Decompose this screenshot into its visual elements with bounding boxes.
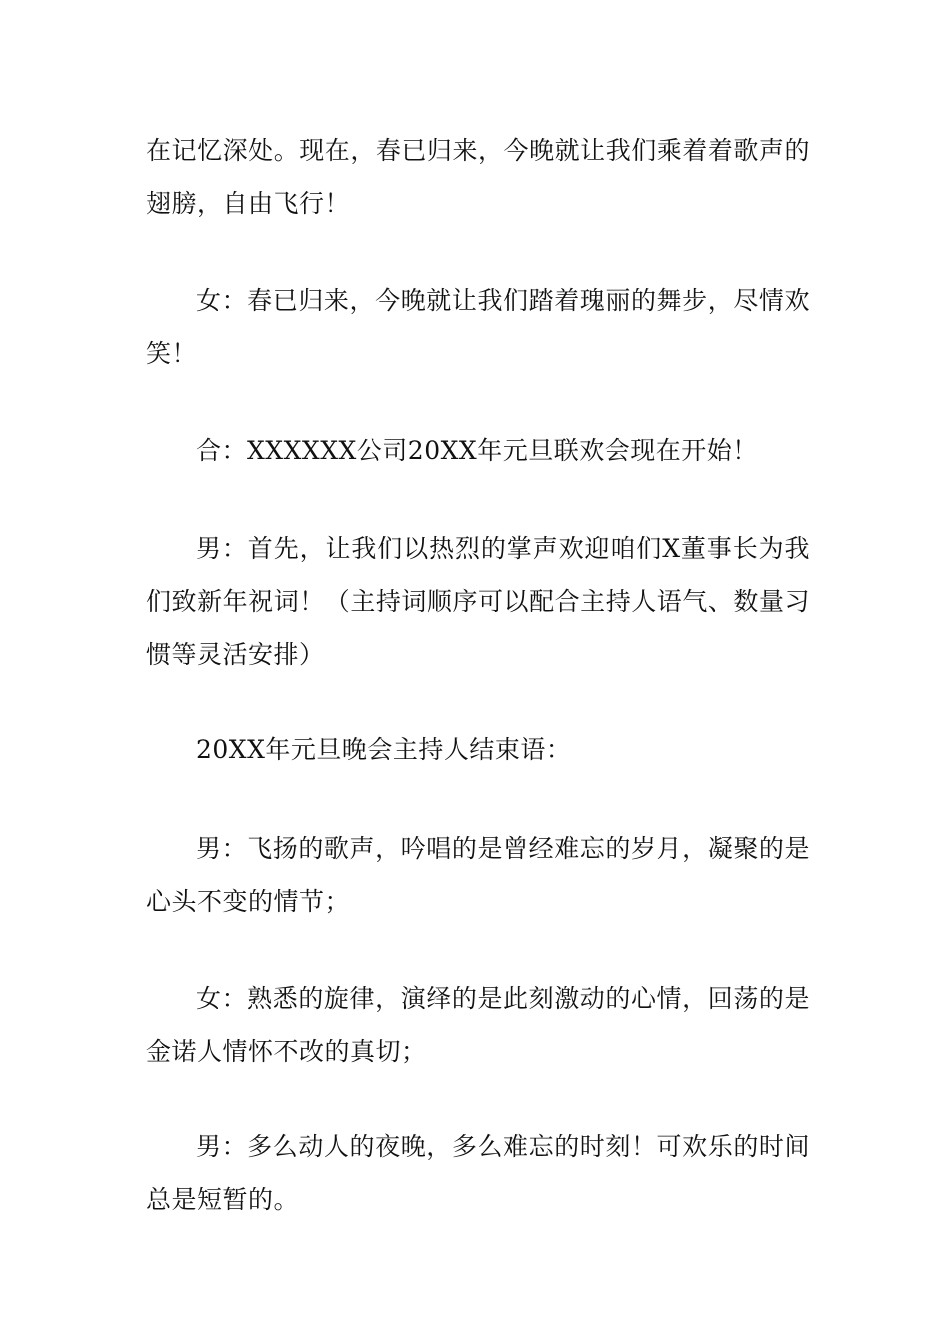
- paragraph-male-closing: 男：飞扬的歌声，吟唱的是曾经难忘的岁月，凝聚的是心头不变的情节；: [146, 834, 810, 916]
- paragraph-female-closing: 女：熟悉的旋律，演绎的是此刻激动的心情，回荡的是金诺人情怀不改的真切；: [146, 984, 810, 1066]
- paragraph-male-host-intro: 男：首先，让我们以热烈的掌声欢迎咱们X董事长为我们致新年祝词！（主持词顺序可以配合主持人语气、数量习惯等灵活安排）: [146, 534, 810, 669]
- paragraph-continuation: 在记忆深处。现在，春已归来，今晚就让我们乘着着歌声的翅膀，自由飞行！: [146, 136, 810, 218]
- section-heading-closing: 20XX年元旦晚会主持人结束语：: [196, 735, 572, 764]
- paragraph-female-host: 女：春已归来，今晚就让我们踏着瑰丽的舞步，尽情欢笑！: [146, 286, 810, 368]
- paragraph-both-hosts: 合：XXXXXX公司20XX年元旦联欢会现在开始！: [196, 436, 758, 465]
- paragraph-male-closing-2: 男：多么动人的夜晚，多么难忘的时刻！可欢乐的时间总是短暂的。: [146, 1132, 810, 1214]
